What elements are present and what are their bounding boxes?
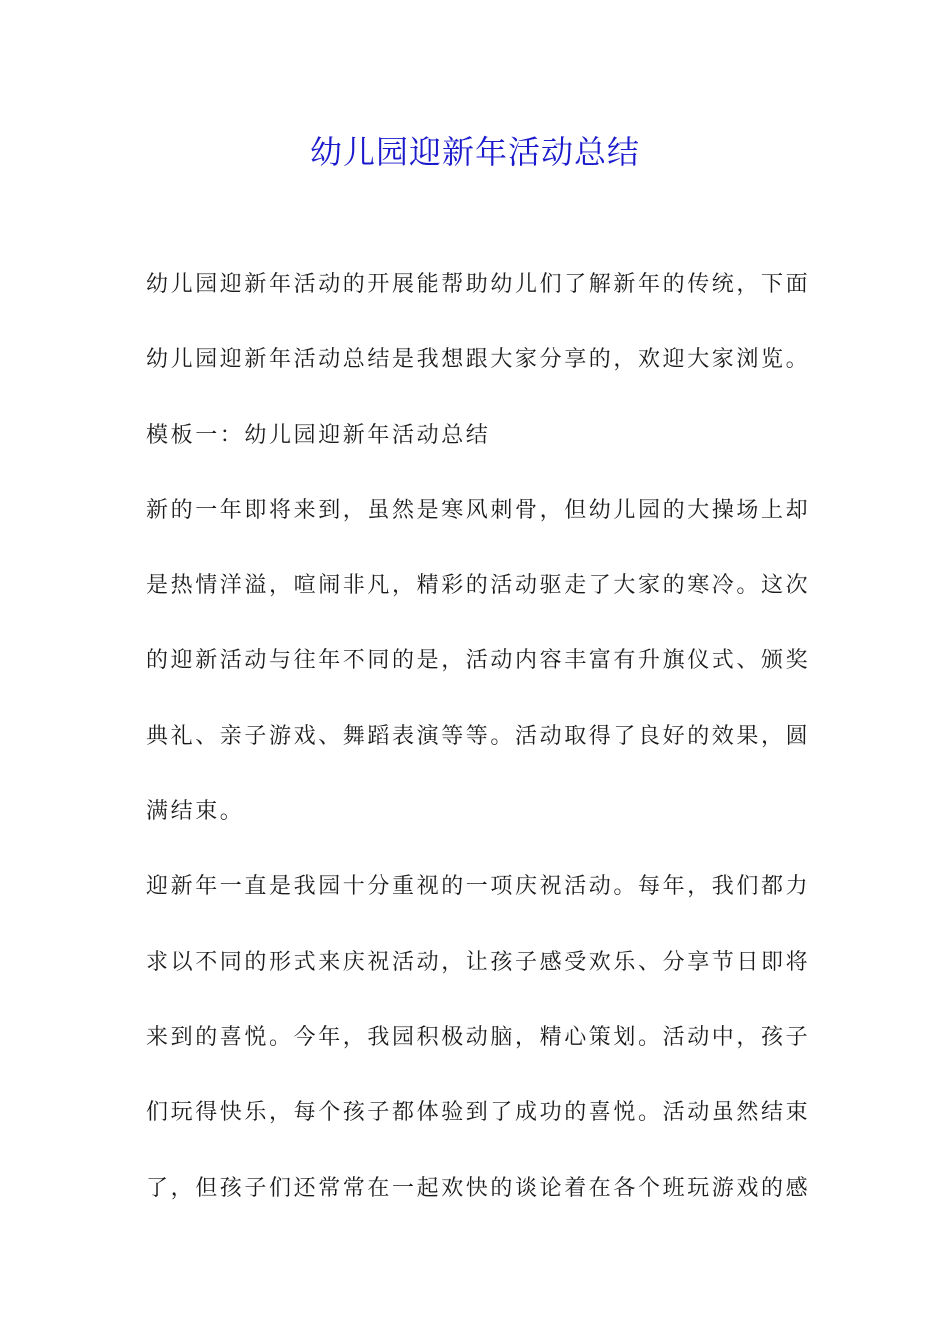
text-line: 了，但孩子们还常常在一起欢快的谈论着在各个班玩游戏的感 <box>146 1175 811 1201</box>
section-heading-template-one <box>146 416 806 491</box>
text-line: 典礼、亲子游戏、舞蹈表演等等。活动取得了良好的效果，圆 <box>146 723 811 749</box>
text-line: 幼儿园迎新年活动的开展能帮助幼儿们了解新年的传统，下面 <box>146 272 811 297</box>
text-line: 是热情洋溢，喧闹非凡，精彩的活动驱走了大家的寒冷。这次 <box>146 573 811 599</box>
text-line: 模板一：幼儿园迎新年活动总结 <box>146 422 491 448</box>
text-line: 迎新年一直是我园十分重视的一项庆祝活动。每年，我们都力 <box>146 874 811 900</box>
paragraph-body-2 <box>146 867 811 1243</box>
text-line: 的迎新活动与往年不同的是，活动内容丰富有升旗仪式、颁奖 <box>146 648 811 674</box>
text-line: 幼儿园迎新年活动总结是我想跟大家分享的，欢迎大家浏览。 <box>146 347 811 373</box>
document-body <box>146 265 811 1244</box>
text-line: 们玩得快乐，每个孩子都体验到了成功的喜悦。活动虽然结束 <box>146 1100 811 1126</box>
text-line: 满结束。 <box>146 799 245 825</box>
paragraph-intro <box>146 265 811 416</box>
document-title: 幼儿园迎新年活动总结 <box>309 133 640 171</box>
text-line: 新的一年即将来到，虽然是寒风刺骨，但幼儿园的大操场上却 <box>146 497 811 523</box>
text-line: 求以不同的形式来庆祝活动，让孩子感受欢乐、分享节日即将 <box>146 949 811 975</box>
text-line: 来到的喜悦。今年，我园积极动脑，精心策划。活动中，孩子 <box>146 1024 811 1050</box>
paragraph-body-1 <box>146 491 811 867</box>
